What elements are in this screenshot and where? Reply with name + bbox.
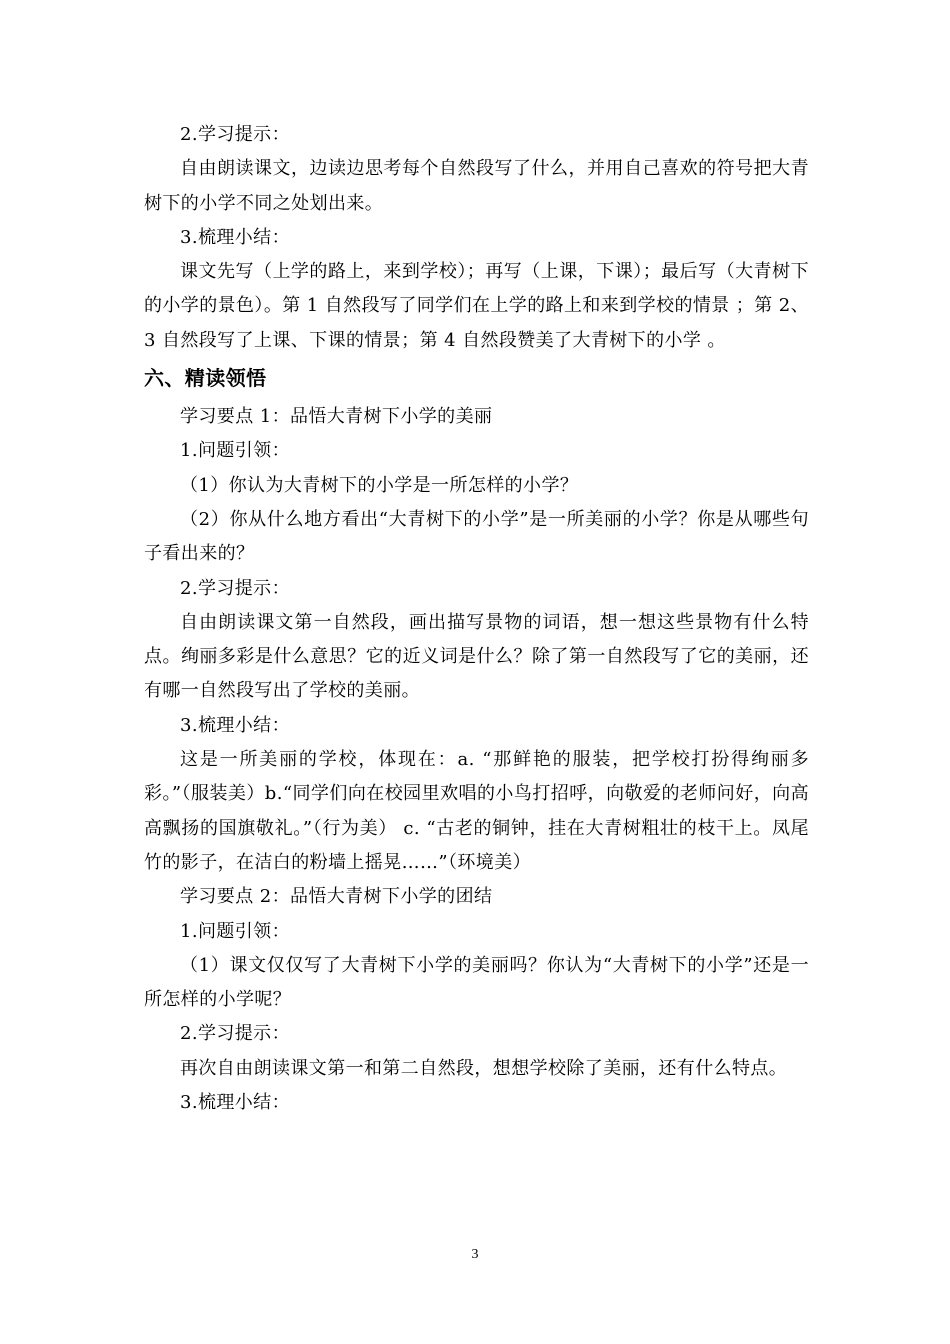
paragraph: 自由朗读课文，边读边思考每个自然段写了什么，并用自己喜欢的符号把大青树下的小学不同之处划出来。: [144, 158, 809, 214]
paragraph: 3.梳理小结：: [180, 714, 290, 736]
paragraph: （1）你认为大青树下的小学是一所怎样的小学？: [180, 474, 579, 496]
document-body: [144, 118, 809, 1120]
paragraph: （2）你从什么地方看出“大青树下的小学”是一所美丽的小学？你是从哪些句子看出来的？: [144, 508, 809, 565]
paragraph: 1.问题引领：: [180, 920, 290, 942]
paragraph: 自由朗读课文第一自然段，画出描写景物的词语，想一想这些景物有什么特点。绚丽多彩是什么意思？它的近义词是什么？除了第一自然段写了它的美丽，还有哪一自然段写出了学校的美丽。: [144, 611, 809, 702]
paragraph: 1.问题引领：: [180, 440, 290, 462]
paragraph: 2.学习提示：: [180, 1023, 290, 1045]
section-heading: 六、精读领悟: [144, 366, 267, 391]
paragraph: 学习要点 2：品悟大青树下小学的团结: [180, 886, 493, 908]
paragraph: 再次自由朗读课文第一和第二自然段，想想学校除了美丽，还有什么特点。: [180, 1057, 788, 1079]
paragraph: （1）课文仅仅写了大青树下小学的美丽吗？你认为“大青树下的小学”还是一所怎样的小学呢？: [144, 954, 809, 1011]
paragraph: 学习要点 1：品悟大青树下小学的美丽: [180, 406, 493, 428]
page-number: 3: [471, 1247, 479, 1262]
paragraph: 3.梳理小结：: [180, 226, 290, 248]
paragraph: 2.学习提示：: [180, 577, 290, 599]
paragraph: 课文先写（上学的路上，来到学校）；再写（上课，下课）；最后写（大青树下的小学的景色）。第 1 自然段写了同学们在上学的路上和来到学校的情景 ；第 2、3 自然段写了上课、下课的情景；第 4 自然段赞美了大青树下的小学 。: [144, 261, 809, 351]
paragraph: 2.学习提示：: [180, 124, 290, 145]
paragraph: 3.梳理小结：: [180, 1092, 290, 1114]
paragraph: 这是一所美丽的学校，体现在：a. “那鲜艳的服装，把学校打扮得绚丽多彩。”（服装美）b.“同学们向在校园里欢唱的小鸟打招呼，向敬爱的老师问好，向高高飘扬的国旗敬礼。”（行为美） c. “古老的铜钟，挂在大青树粗壮的枝干上。凤尾竹的影子，在洁白的粉墙上摇晃……”（环境美）: [144, 749, 809, 873]
